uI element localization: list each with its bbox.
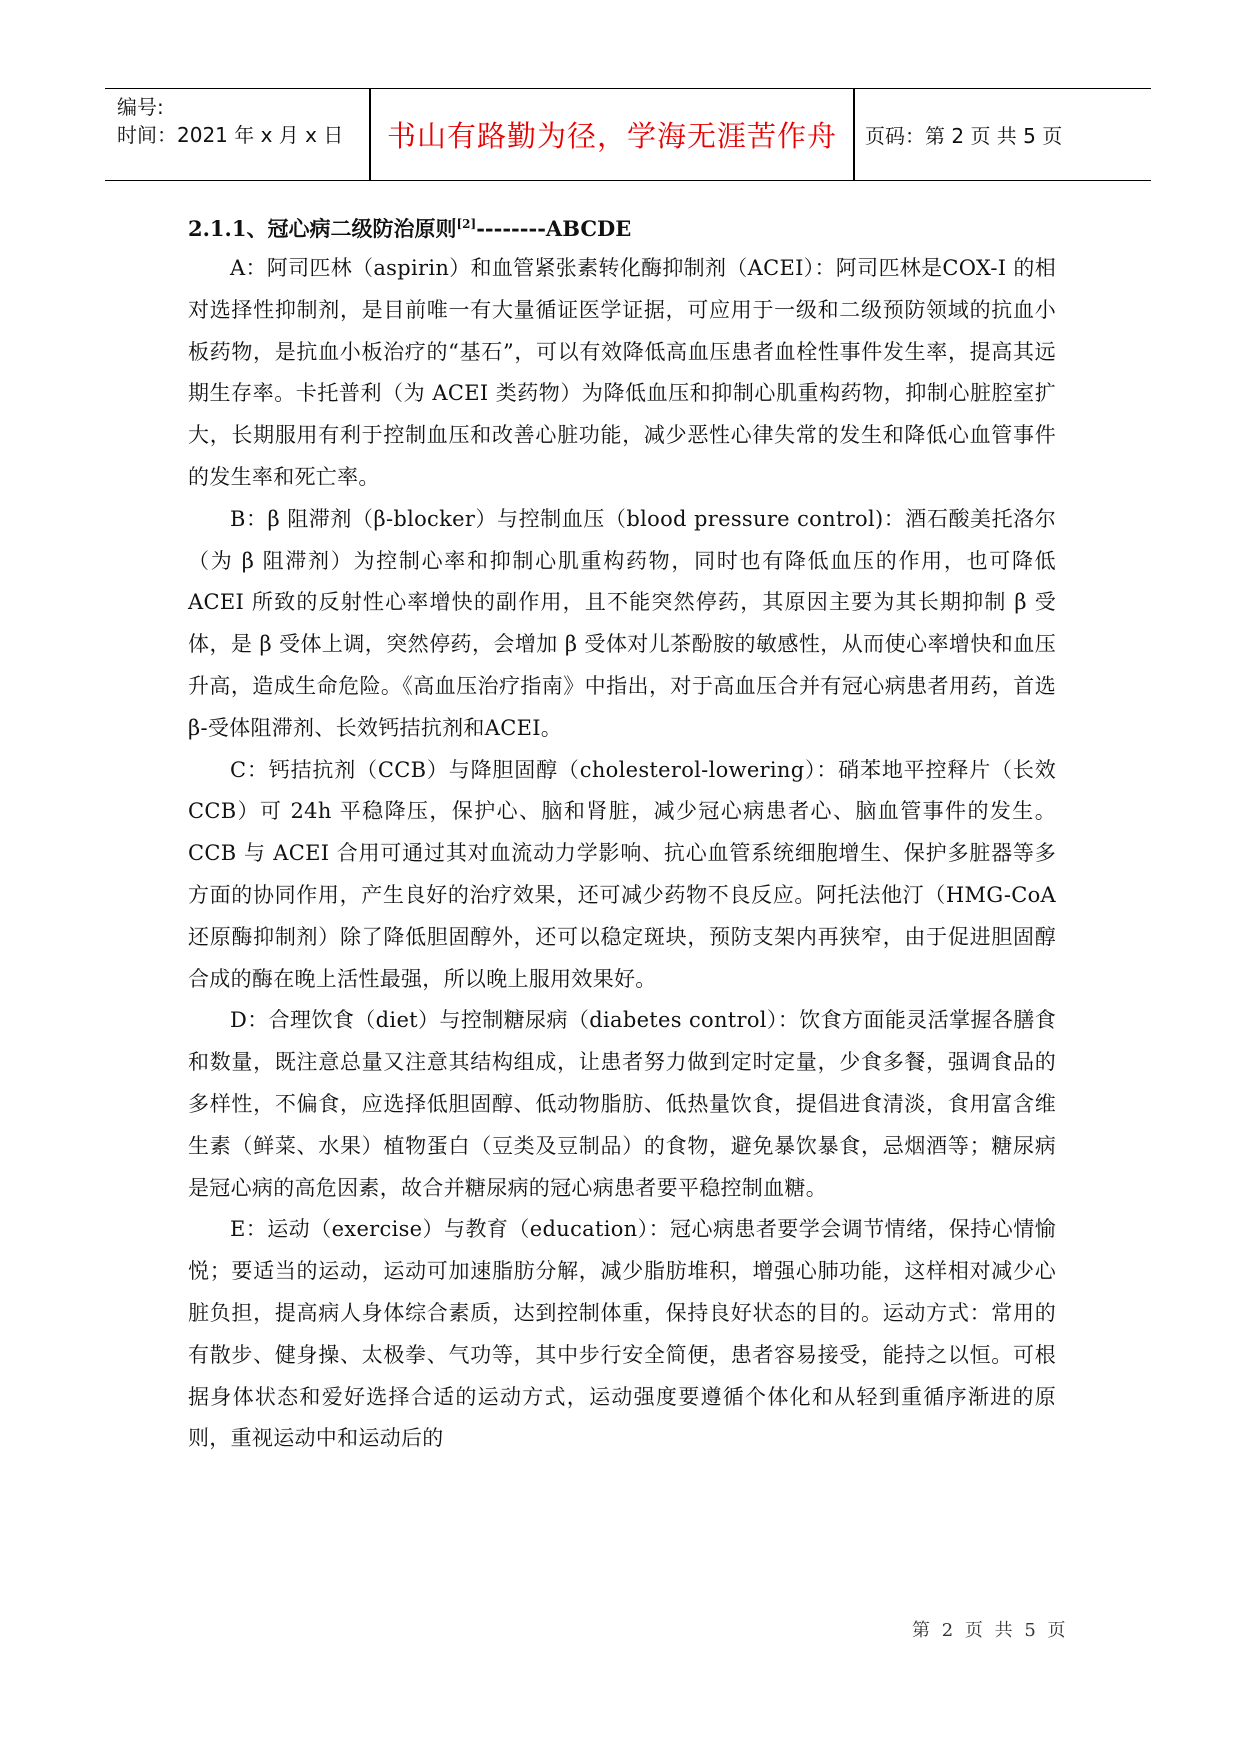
- citation-reference: [2]: [456, 217, 477, 231]
- section-heading-suffix: --------ABCDE: [476, 216, 632, 241]
- document-time-label: 时间：2021 年 x 月 x 日: [117, 123, 344, 147]
- header-divider: [853, 89, 855, 180]
- header-meta: [117, 93, 367, 149]
- paragraph-b-beta-blocker: B：β 阻滞剂（β-blocker）与控制血压（blood pressure control)：酒石酸美托洛尔（为 β 阻滞剂）为控制心率和抑制心肌重构药物，同时也有降低血压的作用，也可降低 ACEI 所致的反射性心率增快的副作用，且不能突然停药，其原因主要为其长期抑制 β 受体，是 β 受体上调，突然停药，会增加 β 受体对儿茶酚胺的敏感性，从而使心率增快和血压升高，造成生命危险。《高血压治疗指南》中指出，对于高血压合并有冠心病患者用药，首选 β-受体阻滞剂、长效钙拮抗剂和ACEI。: [188, 506, 1056, 740]
- paragraph-a-aspirin-acei: A：阿司匹林（aspirin）和血管紧张素转化酶抑制剂（ACEI）：阿司匹林是COX-I 的相对选择性抑制剂，是目前唯一有大量循证医学证据，可应用于一级和二级预防领域的抗血小板药物，是抗血小板治疗的“基石”，可以有效降低高血压患者血栓性事件发生率，提高其远期生存率。卡托普利（为 ACEI 类药物）为降低血压和抑制心肌重构药物，抑制心脏腔室扩大，长期服用有利于控制血压和改善心脏功能，减少恶性心律失常的发生和降低心血管事件的发生率和死亡率。: [188, 256, 1056, 489]
- document-header: [105, 88, 1151, 181]
- document-body: [188, 214, 1056, 1460]
- paragraph-d-diet-diabetes: D：合理饮食（diet）与控制糖尿病（diabetes control）：饮食方面能灵活掌握各膳食和数量，既注意总量又注意其结构组成，让患者努力做到定时定量，少食多餐，强调食品的多样性，不偏食，应选择低胆固醇、低动物脂肪、低热量饮食，提倡进食清淡，食用富含维生素（鲜菜、水果）植物蛋白（豆类及豆制品）的食物，避免暴饮暴食，忌烟酒等；糖尿病是冠心病的高危因素，故合并糖尿病的冠心病患者要平稳控制血糖。: [188, 1008, 1056, 1200]
- paragraph-c-ccb-cholesterol: C：钙拮抗剂（CCB）与降胆固醇（cholesterol-lowering）：硝苯地平控释片（长效 CCB）可 24h 平稳降压，保护心、脑和肾脏，减少冠心病患者心、脑血管事件的发生。CCB 与 ACEI 合用可通过其对血流动力学影响、抗心血管系统细胞增生、保护多脏器等多方面的协同作用，产生良好的治疗效果，还可减少药物不良反应。阿托法他汀（HMG-CoA 还原酶抑制剂）除了降低胆固醇外，还可以稳定斑块，预防支架内再狭窄，由于促进胆固醇合成的酶在晚上活性最强，所以晚上服用效果好。: [188, 757, 1056, 991]
- header-slogan: 书山有路勤为径，学海无涯苦作舟: [386, 119, 837, 153]
- page-footer: 第 2 页 共 5 页: [912, 1620, 1066, 1641]
- section-heading: [188, 214, 1056, 244]
- paragraph-e-exercise-education: E：运动（exercise）与教育（education）：冠心病患者要学会调节情绪，保持心情愉悦；要适当的运动，运动可加速脂肪分解，减少脂肪堆积，增强心肺功能，这样相对减少心脏负担，提高病人身体综合素质，达到控制体重，保持良好状态的目的。运动方式：常用的有散步、健身操、太极拳、气功等，其中步行安全简便，患者容易接受，能持之以恒。可根据身体状态和爱好选择合适的运动方式，运动强度要遵循个体化和从轻到重循序渐进的原则，重视运动中和运动后的: [188, 1217, 1056, 1451]
- section-heading-text: 2.1.1、冠心病二级防治原则: [188, 216, 457, 241]
- document-number-label: 编号:: [117, 95, 164, 119]
- header-page-info: 页码：第 2 页 共 5 页: [865, 124, 1063, 148]
